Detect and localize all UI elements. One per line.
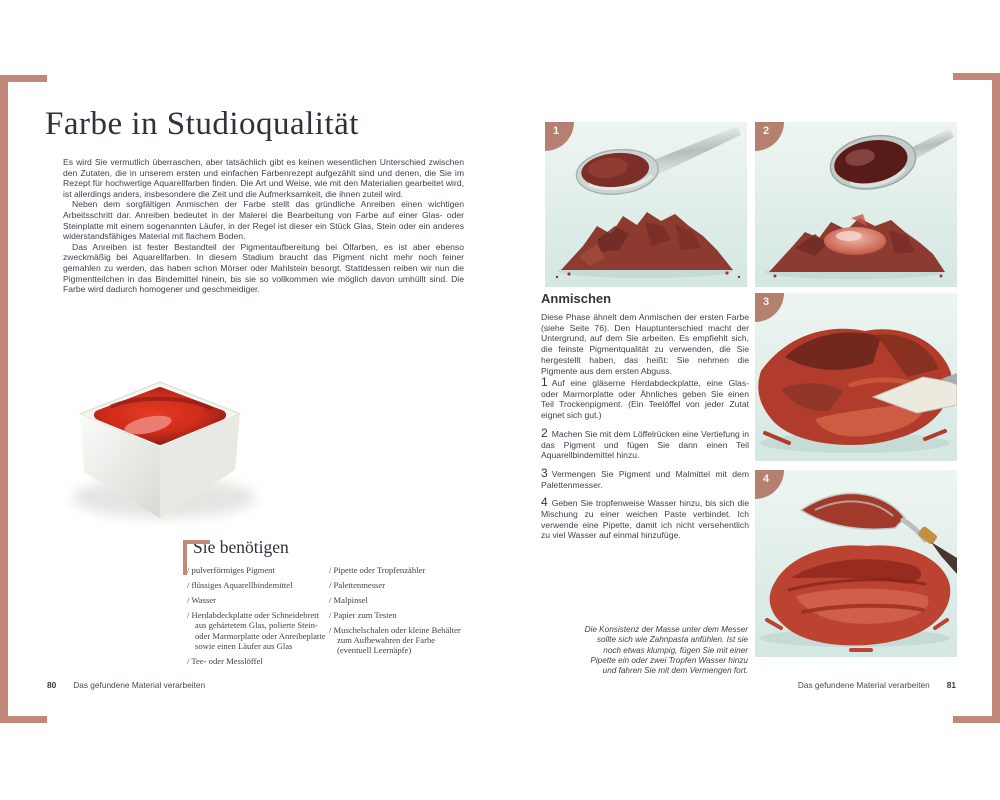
photo-step-3-image	[755, 293, 957, 461]
footer-right	[798, 680, 956, 690]
frame-right-top-arm	[953, 73, 1000, 80]
step-text: Geben Sie tropfenweise Wasser hinzu, bis sich die Mischung zu einer weichen Paste verbindet. Ich verwende eine Pipette, damit ich nicht versehentlich zu viel Wasser auf einmal hinzufüge.	[541, 498, 749, 541]
step-number: 1	[541, 375, 548, 389]
list-item: / Palettenmesser	[329, 579, 386, 590]
list-item: / Malpinsel	[329, 594, 368, 605]
corner-bracket-icon	[183, 540, 210, 575]
page-number: 80	[47, 680, 57, 690]
frame-left-top-arm	[0, 75, 47, 82]
chapter-title: Das gefundene Material verarbeiten	[797, 680, 930, 690]
step-badge: 2	[755, 122, 784, 151]
step-text: Auf eine gläserne Herdabdeckplatte, eine Glas- oder Marmorplatte oder Ähnliches geben Sie einen Teil Trockenpigment. (Ein Teelöffel von jeder Zutat eignet sich gut.)	[541, 378, 749, 421]
photo-step-1	[545, 122, 747, 287]
materials-heading: Sie benötigen	[193, 537, 289, 557]
step-number: 2	[541, 425, 548, 440]
step-item	[541, 497, 749, 541]
step-number: 4	[541, 495, 548, 510]
list-item: / Tee- oder Messlöffel	[187, 655, 263, 666]
materials-section	[183, 537, 468, 671]
step-number: 3	[541, 465, 548, 480]
paragraph: Es wird Sie vermutlich überraschen, aber tatsächlich gibt es keinen wesentlichen Unterschied zwischen den Zutaten, die in unserem ersten und einfachen Farbenrezept aufgezählt sind und denen, die Sie im Rezept für hochwertige Aquarellfarben finden. Die Art und Weise, wie mit den Materialien gearbeitet wird, ist allerdings anders, insbesondere die Zeit und die Aufmerksamkeit, die ihnen zuteil wird.	[63, 157, 464, 199]
list-item: / Wasser	[187, 594, 216, 605]
step-badge: 4	[755, 470, 784, 499]
materials-column-2	[329, 565, 468, 671]
paint-dish-illustration	[52, 322, 272, 542]
page-title: Farbe in Studioqualität	[45, 106, 359, 142]
section-heading: Anmischen	[541, 291, 612, 306]
intro-text-block	[63, 157, 464, 295]
photo-step-1-image	[545, 122, 747, 287]
list-item: / Herdabdeckplatte oder Schneidebrett aus gehärtetem Glas, polierte Stein- oder Marmorplatte oder Anreibeplatte sowie einen Läufer aus Glas	[187, 609, 326, 651]
paint-dish-photo	[52, 322, 272, 542]
photo-step-4-image	[755, 470, 957, 657]
list-item: / flüssiges Aquarellbindemittel	[187, 579, 293, 590]
page-number: 81	[946, 680, 956, 690]
materials-column-1	[187, 565, 326, 671]
step-item	[541, 425, 749, 461]
chapter-title: Das gefundene Material verarbeiten	[73, 680, 206, 690]
list-item: / Muschelschalen oder kleine Behälter zum Aufbewahren der Farbe (eventuell Leernäpfe)	[329, 624, 461, 656]
photo-caption: Die Konsistenz der Masse unter dem Messer sollte sich wie Zahnpasta anfühlen. Ist sie noch etwas klumpig, fügen Sie mit einer Pipette ein oder zwei Tropfen Wasser hinzu und fahren Sie mit dem Vermengen fort.	[584, 625, 748, 676]
photo-step-2	[755, 122, 957, 287]
step-badge: 1	[545, 122, 574, 151]
frame-right-bottom-arm	[953, 716, 1000, 723]
instruction-steps	[541, 377, 749, 548]
footer-left	[47, 680, 205, 690]
photo-step-2-image	[755, 122, 957, 287]
section-intro: Diese Phase ähnelt dem Anmischen der ersten Farbe (siehe Seite 76). Den Hauptunterschied macht der Untergrund, auf dem Sie arbeiten. Es empfiehlt sich, die feinste Pigmentqualität zu verwenden, die Sie hergestellt haben, das heißt: Sie nehmen die Pigmente aus dem ersten Abguss.	[541, 312, 749, 376]
step-text: Machen Sie mit dem Löffelrücken eine Vertiefung in das Pigment und fügen Sie dann einen Teil Aquarellbindemittel hinzu.	[541, 428, 749, 461]
step-text: Vermengen Sie Pigment und Malmittel mit dem Palettenmesser.	[541, 468, 749, 490]
frame-left-bottom-arm	[0, 716, 47, 723]
step-badge: 3	[755, 293, 784, 322]
step-item	[541, 377, 749, 421]
frame-left-vertical	[0, 75, 8, 723]
photo-step-3	[755, 293, 957, 461]
paragraph: Neben dem sorgfältigen Anmischen der Farbe stellt das gründliche Anreiben einen wichtigen Arbeitsschritt dar. Anreiben bedeutet in der Malerei die Bearbeitung von Farbe auf einer Glas- oder Steinplatte mit einem sogenannten Läufer, in der Regel ist dieser ein Stück Glas, Stein oder ein anderes widerstandsfähiges Material mit flachem Boden.	[63, 199, 464, 242]
paragraph: Das Anreiben ist fester Bestandteil der Pigmentaufbereitung bei Ölfarben, es ist aber ebenso zweckmäßig bei Aquarellfarben. In diesem Stadium braucht das Pigment nicht mehr noch feiner gemahlen zu werden, das haben schon Mörser oder Mahlstein besorgt. Stattdessen reiben wir nun die Pigmentteilchen in das Bindemittel hinein, bis sie so vollkommen wie möglich davon umhüllt sind. Die Farbe wird dadurch homogener und geschmeidiger.	[63, 241, 464, 295]
list-item: / Papier zum Testen	[329, 609, 397, 620]
frame-right-vertical	[992, 73, 1000, 723]
step-item	[541, 465, 749, 490]
list-item: / Pipette oder Tropfenzähler	[329, 565, 426, 575]
list-item: / pulverförmiges Pigment	[187, 565, 275, 575]
photo-step-4	[755, 470, 957, 657]
